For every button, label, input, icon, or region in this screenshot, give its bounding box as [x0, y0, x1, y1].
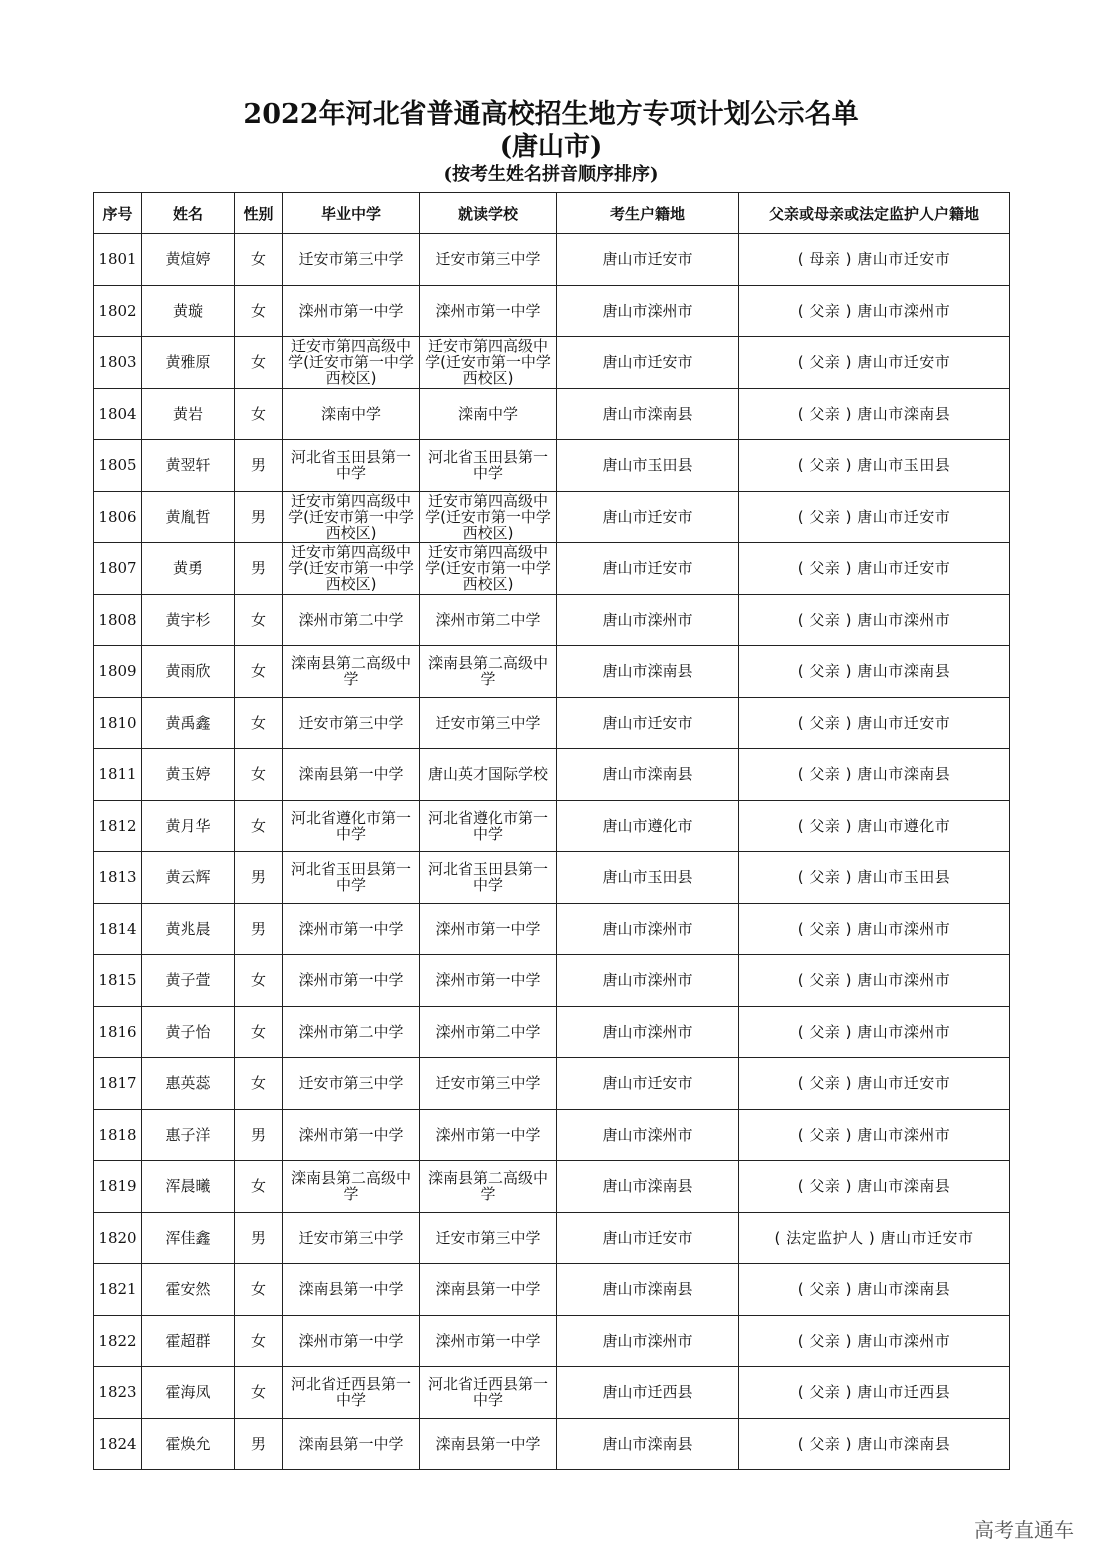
row-gender: 女 [235, 234, 283, 286]
row-index: 1810 [94, 697, 142, 749]
row-name: 黄翌轩 [142, 440, 235, 492]
table-row [94, 1006, 1010, 1058]
row-guardian-residence: ( 父亲 ) 唐山市迁安市 [739, 1058, 1010, 1110]
row-index: 1805 [94, 440, 142, 492]
row-current-school: 滦州市第二中学 [420, 1006, 557, 1058]
row-guardian-residence: ( 父亲 ) 唐山市遵化市 [739, 800, 1010, 852]
row-gender: 女 [235, 1058, 283, 1110]
table-row [94, 903, 1010, 955]
row-student-residence: 唐山市遵化市 [557, 800, 739, 852]
row-index: 1811 [94, 749, 142, 801]
row-graduated-school: 滦南县第二高级中学 [283, 646, 420, 698]
table-row [94, 388, 1010, 440]
row-guardian-residence: ( 父亲 ) 唐山市滦州市 [739, 1109, 1010, 1161]
row-name: 惠子洋 [142, 1109, 235, 1161]
row-current-school: 滦南县第一中学 [420, 1418, 557, 1470]
row-student-residence: 唐山市迁安市 [557, 697, 739, 749]
row-name: 惠英蕊 [142, 1058, 235, 1110]
table-row [94, 1264, 1010, 1316]
row-gender: 女 [235, 697, 283, 749]
row-current-school: 迁安市第四高级中学(迁安市第一中学西校区) [420, 491, 557, 543]
row-guardian-residence: ( 父亲 ) 唐山市滦南县 [739, 388, 1010, 440]
row-guardian-residence: ( 父亲 ) 唐山市滦州市 [739, 955, 1010, 1007]
row-guardian-residence: ( 母亲 ) 唐山市迁安市 [739, 234, 1010, 286]
row-student-residence: 唐山市滦州市 [557, 1315, 739, 1367]
row-guardian-residence: ( 父亲 ) 唐山市迁西县 [739, 1367, 1010, 1419]
table-row [94, 697, 1010, 749]
row-index: 1815 [94, 955, 142, 1007]
row-guardian-residence: ( 父亲 ) 唐山市滦南县 [739, 1264, 1010, 1316]
row-graduated-school: 滦南县第一中学 [283, 1418, 420, 1470]
header-index: 序号 [94, 193, 142, 234]
table-row [94, 749, 1010, 801]
row-index: 1818 [94, 1109, 142, 1161]
row-name: 黄玉婷 [142, 749, 235, 801]
row-guardian-residence: ( 父亲 ) 唐山市滦州市 [739, 903, 1010, 955]
row-guardian-residence: ( 父亲 ) 唐山市滦南县 [739, 1418, 1010, 1470]
row-current-school: 迁安市第四高级中学(迁安市第一中学西校区) [420, 337, 557, 389]
row-name: 黄勇 [142, 543, 235, 595]
row-graduated-school: 迁安市第四高级中学(迁安市第一中学西校区) [283, 543, 420, 595]
row-student-residence: 唐山市滦南县 [557, 388, 739, 440]
header-graduated-school: 毕业中学 [283, 193, 420, 234]
row-graduated-school: 迁安市第四高级中学(迁安市第一中学西校区) [283, 337, 420, 389]
row-index: 1820 [94, 1212, 142, 1264]
row-guardian-residence: ( 法定监护人 ) 唐山市迁安市 [739, 1212, 1010, 1264]
header-student-residence: 考生户籍地 [557, 193, 739, 234]
table-row [94, 234, 1010, 286]
row-gender: 女 [235, 1161, 283, 1213]
row-name: 黄煊婷 [142, 234, 235, 286]
table-row [94, 1418, 1010, 1470]
row-student-residence: 唐山市滦州市 [557, 285, 739, 337]
row-name: 黄胤哲 [142, 491, 235, 543]
row-gender: 男 [235, 491, 283, 543]
row-graduated-school: 滦南县第一中学 [283, 1264, 420, 1316]
row-current-school: 河北省迁西县第一中学 [420, 1367, 557, 1419]
row-current-school: 滦南县第二高级中学 [420, 646, 557, 698]
row-graduated-school: 河北省迁西县第一中学 [283, 1367, 420, 1419]
row-gender: 女 [235, 388, 283, 440]
table-row [94, 852, 1010, 904]
row-graduated-school: 迁安市第三中学 [283, 1058, 420, 1110]
row-index: 1801 [94, 234, 142, 286]
row-graduated-school: 滦州市第一中学 [283, 1315, 420, 1367]
row-graduated-school: 滦南中学 [283, 388, 420, 440]
row-name: 霍焕允 [142, 1418, 235, 1470]
row-index: 1808 [94, 594, 142, 646]
row-current-school: 滦州市第一中学 [420, 1109, 557, 1161]
roster-table [93, 192, 1010, 1470]
header-name: 姓名 [142, 193, 235, 234]
row-gender: 男 [235, 1418, 283, 1470]
row-student-residence: 唐山市滦州市 [557, 1109, 739, 1161]
row-name: 黄雅原 [142, 337, 235, 389]
row-graduated-school: 滦州市第一中学 [283, 903, 420, 955]
row-student-residence: 唐山市滦南县 [557, 749, 739, 801]
row-index: 1822 [94, 1315, 142, 1367]
row-student-residence: 唐山市玉田县 [557, 852, 739, 904]
row-guardian-residence: ( 父亲 ) 唐山市滦南县 [739, 749, 1010, 801]
row-current-school: 迁安市第四高级中学(迁安市第一中学西校区) [420, 543, 557, 595]
row-graduated-school: 迁安市第四高级中学(迁安市第一中学西校区) [283, 491, 420, 543]
row-guardian-residence: ( 父亲 ) 唐山市迁安市 [739, 491, 1010, 543]
row-current-school: 唐山英才国际学校 [420, 749, 557, 801]
row-student-residence: 唐山市迁安市 [557, 1058, 739, 1110]
table-row [94, 1058, 1010, 1110]
row-graduated-school: 滦州市第一中学 [283, 1109, 420, 1161]
row-guardian-residence: ( 父亲 ) 唐山市滦州市 [739, 1006, 1010, 1058]
header-current-school: 就读学校 [420, 193, 557, 234]
row-name: 霍海凤 [142, 1367, 235, 1419]
row-gender: 男 [235, 903, 283, 955]
row-student-residence: 唐山市滦州市 [557, 1006, 739, 1058]
table-row [94, 1161, 1010, 1213]
row-index: 1813 [94, 852, 142, 904]
row-name: 黄子怡 [142, 1006, 235, 1058]
row-current-school: 迁安市第三中学 [420, 234, 557, 286]
row-index: 1804 [94, 388, 142, 440]
row-student-residence: 唐山市滦州市 [557, 594, 739, 646]
row-gender: 女 [235, 285, 283, 337]
row-current-school: 河北省玉田县第一中学 [420, 852, 557, 904]
row-current-school: 迁安市第三中学 [420, 1212, 557, 1264]
row-graduated-school: 迁安市第三中学 [283, 1212, 420, 1264]
row-gender: 男 [235, 852, 283, 904]
row-gender: 女 [235, 1264, 283, 1316]
row-guardian-residence: ( 父亲 ) 唐山市滦南县 [739, 646, 1010, 698]
row-current-school: 滦州市第一中学 [420, 285, 557, 337]
row-student-residence: 唐山市滦南县 [557, 1418, 739, 1470]
row-name: 黄禹鑫 [142, 697, 235, 749]
table-row [94, 1315, 1010, 1367]
row-student-residence: 唐山市迁安市 [557, 543, 739, 595]
row-index: 1821 [94, 1264, 142, 1316]
watermark: 高考直通车 [974, 1518, 1074, 1542]
row-guardian-residence: ( 父亲 ) 唐山市滦南县 [739, 1161, 1010, 1213]
table-row [94, 1367, 1010, 1419]
row-gender: 女 [235, 1315, 283, 1367]
row-gender: 女 [235, 646, 283, 698]
row-gender: 女 [235, 594, 283, 646]
table-row [94, 491, 1010, 543]
header-gender: 性别 [235, 193, 283, 234]
row-student-residence: 唐山市滦南县 [557, 1161, 739, 1213]
table-row [94, 955, 1010, 1007]
row-graduated-school: 迁安市第三中学 [283, 697, 420, 749]
table-row [94, 543, 1010, 595]
row-graduated-school: 河北省玉田县第一中学 [283, 440, 420, 492]
row-student-residence: 唐山市滦南县 [557, 1264, 739, 1316]
row-current-school: 迁安市第三中学 [420, 697, 557, 749]
row-student-residence: 唐山市滦南县 [557, 646, 739, 698]
row-name: 黄子萱 [142, 955, 235, 1007]
row-name: 黄璇 [142, 285, 235, 337]
row-gender: 女 [235, 955, 283, 1007]
row-name: 黄兆晨 [142, 903, 235, 955]
row-graduated-school: 滦州市第二中学 [283, 594, 420, 646]
row-gender: 男 [235, 543, 283, 595]
table-row [94, 440, 1010, 492]
row-current-school: 滦州市第一中学 [420, 903, 557, 955]
row-name: 霍安然 [142, 1264, 235, 1316]
row-name: 黄雨欣 [142, 646, 235, 698]
row-student-residence: 唐山市迁安市 [557, 1212, 739, 1264]
row-index: 1809 [94, 646, 142, 698]
row-student-residence: 唐山市滦州市 [557, 903, 739, 955]
header-guardian-residence: 父亲或母亲或法定监护人户籍地 [739, 193, 1010, 234]
row-name: 黄月华 [142, 800, 235, 852]
row-name: 黄岩 [142, 388, 235, 440]
sort-note: (按考生姓名拼音顺序排序) [443, 164, 659, 185]
row-current-school: 滦州市第二中学 [420, 594, 557, 646]
row-guardian-residence: ( 父亲 ) 唐山市滦州市 [739, 594, 1010, 646]
row-gender: 男 [235, 1109, 283, 1161]
table-row [94, 800, 1010, 852]
row-guardian-residence: ( 父亲 ) 唐山市迁安市 [739, 337, 1010, 389]
row-guardian-residence: ( 父亲 ) 唐山市玉田县 [739, 852, 1010, 904]
row-current-school: 滦南县第二高级中学 [420, 1161, 557, 1213]
table-row [94, 646, 1010, 698]
row-graduated-school: 滦州市第一中学 [283, 955, 420, 1007]
row-graduated-school: 河北省遵化市第一中学 [283, 800, 420, 852]
row-gender: 女 [235, 749, 283, 801]
row-index: 1814 [94, 903, 142, 955]
row-gender: 女 [235, 337, 283, 389]
row-guardian-residence: ( 父亲 ) 唐山市迁安市 [739, 543, 1010, 595]
row-graduated-school: 滦州市第二中学 [283, 1006, 420, 1058]
document-title: 2022年河北省普通高校招生地方专项计划公示名单 [243, 99, 859, 130]
row-guardian-residence: ( 父亲 ) 唐山市迁安市 [739, 697, 1010, 749]
document-subtitle: (唐山市) [499, 132, 603, 162]
row-guardian-residence: ( 父亲 ) 唐山市滦州市 [739, 1315, 1010, 1367]
row-gender: 女 [235, 800, 283, 852]
row-index: 1803 [94, 337, 142, 389]
row-name: 黄云辉 [142, 852, 235, 904]
row-guardian-residence: ( 父亲 ) 唐山市滦州市 [739, 285, 1010, 337]
row-name: 浑晨曦 [142, 1161, 235, 1213]
row-student-residence: 唐山市迁西县 [557, 1367, 739, 1419]
row-name: 黄宇杉 [142, 594, 235, 646]
row-gender: 女 [235, 1006, 283, 1058]
row-graduated-school: 滦州市第一中学 [283, 285, 420, 337]
row-current-school: 河北省玉田县第一中学 [420, 440, 557, 492]
table-row [94, 1109, 1010, 1161]
row-current-school: 迁安市第三中学 [420, 1058, 557, 1110]
row-current-school: 滦南县第一中学 [420, 1264, 557, 1316]
row-current-school: 滦州市第一中学 [420, 955, 557, 1007]
row-index: 1817 [94, 1058, 142, 1110]
row-student-residence: 唐山市滦州市 [557, 955, 739, 1007]
row-current-school: 滦南中学 [420, 388, 557, 440]
row-student-residence: 唐山市玉田县 [557, 440, 739, 492]
row-index: 1816 [94, 1006, 142, 1058]
table-row [94, 1212, 1010, 1264]
row-index: 1807 [94, 543, 142, 595]
table-header-row [94, 193, 1010, 234]
row-name: 浑佳鑫 [142, 1212, 235, 1264]
row-gender: 男 [235, 440, 283, 492]
row-gender: 男 [235, 1212, 283, 1264]
row-guardian-residence: ( 父亲 ) 唐山市玉田县 [739, 440, 1010, 492]
row-index: 1824 [94, 1418, 142, 1470]
row-gender: 女 [235, 1367, 283, 1419]
row-index: 1819 [94, 1161, 142, 1213]
table-row [94, 337, 1010, 389]
row-student-residence: 唐山市迁安市 [557, 491, 739, 543]
row-index: 1812 [94, 800, 142, 852]
row-graduated-school: 滦南县第二高级中学 [283, 1161, 420, 1213]
row-current-school: 河北省遵化市第一中学 [420, 800, 557, 852]
row-student-residence: 唐山市迁安市 [557, 337, 739, 389]
row-index: 1806 [94, 491, 142, 543]
row-graduated-school: 滦南县第一中学 [283, 749, 420, 801]
table-row [94, 594, 1010, 646]
row-name: 霍超群 [142, 1315, 235, 1367]
table-row [94, 285, 1010, 337]
row-graduated-school: 迁安市第三中学 [283, 234, 420, 286]
row-graduated-school: 河北省玉田县第一中学 [283, 852, 420, 904]
row-index: 1823 [94, 1367, 142, 1419]
row-student-residence: 唐山市迁安市 [557, 234, 739, 286]
row-current-school: 滦州市第一中学 [420, 1315, 557, 1367]
row-index: 1802 [94, 285, 142, 337]
